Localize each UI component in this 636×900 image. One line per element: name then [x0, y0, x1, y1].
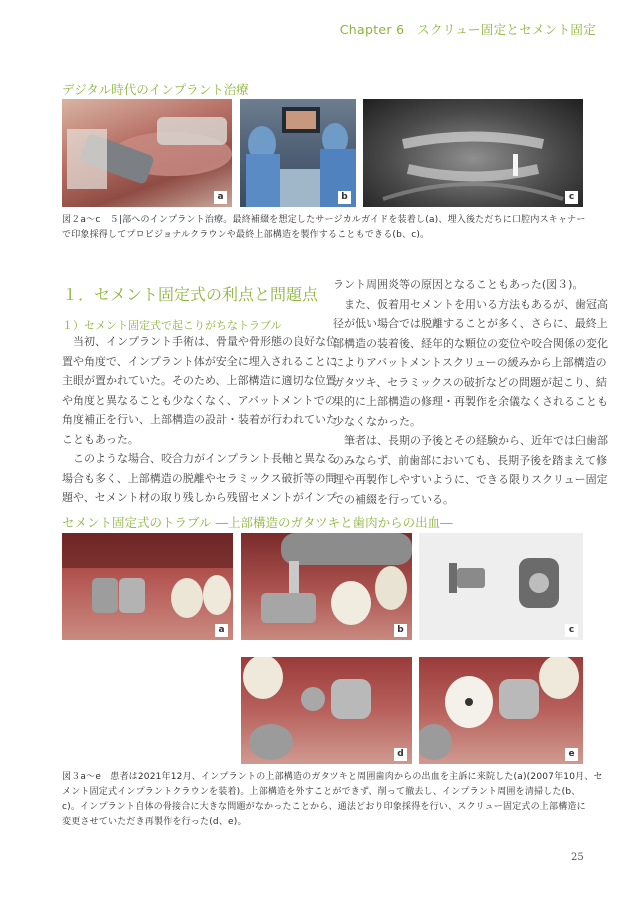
body-line: ラント周囲炎等の原因となることもあった(図３)。	[333, 278, 584, 291]
implant-abutment-icon	[241, 657, 412, 764]
article-subheading: １）セメント固定式で起こりがちなトラブル	[62, 319, 282, 332]
photo-label-c: c	[565, 624, 578, 637]
screw-retained-crown-icon	[419, 657, 583, 764]
body-line: での補綴を行っている。	[333, 492, 454, 506]
body-line: このような場合、咬合力がインプラント長軸と異なる	[73, 452, 337, 465]
photo-2b	[240, 99, 356, 207]
photo-3a	[62, 533, 233, 640]
body-line: 角度補正を行い、上部構造の設計・装着が行われていた	[62, 413, 337, 426]
crown-removal-icon	[241, 533, 412, 640]
caption-line: メント固定式インプラントクラウンを装着)。上部構造を外すことができず、削って撤去し、インプラント周囲を清掃した(b、	[62, 787, 581, 797]
page-number: 25	[571, 852, 584, 863]
photo-label-a: a	[214, 191, 227, 204]
body-line: 部構造の装着後、経年的な顆位の変位や咬合関係の変化	[333, 336, 608, 350]
chapter-header: Chapter 6 スクリュー固定とセメント固定	[339, 22, 596, 37]
body-line: 筆者は、長期の予後とその経験から、近年では臼歯部	[344, 434, 608, 447]
caption-line: で印象採得してプロビジョナルクラウンや最終上部構造を製作することもできる(b、c)。	[62, 230, 430, 240]
section1-title: デジタル時代のインプラント治療	[62, 82, 249, 97]
body-line: のみならず、前歯部においても、長期予後を踏まえて修	[333, 453, 608, 467]
photo-3c	[419, 533, 583, 640]
body-line: 置や角度で、インプラント体が安全に埋入されることに	[62, 354, 337, 368]
body-line: 径が低い場合では脱離することが多く、さらに、最終上	[333, 317, 608, 330]
body-line: 主眼が置かれていた。そのため、上部構造に適切な位置	[62, 374, 337, 387]
abutment-crown-icon	[419, 533, 583, 640]
loose-crown-icon	[62, 533, 233, 640]
photo-3e	[419, 657, 583, 764]
caption-line: c)。インプラント自体の骨接合に大きな問題がなかったことから、通法どおり印象採得を行い、スクリュー固定式の上部構造に	[62, 802, 586, 812]
photo-3d	[241, 657, 412, 764]
caption-line: 変更させていただき再製作を行った(d、e)。	[62, 817, 247, 827]
photo-2a	[62, 99, 232, 207]
body-line: こともあった。	[62, 432, 139, 446]
photo-label-c: c	[565, 191, 578, 204]
body-line: 当初、インプラント手術は、骨量や骨形態の良好な位	[73, 335, 337, 348]
body-line: ガタツキ、セラミックスの破折などの問題が起こり、結	[333, 375, 607, 389]
panoramic-xray-icon	[363, 99, 583, 207]
figure3-caption	[62, 770, 603, 830]
body-line: 理や再製作しやすいように、できる限りスクリュー固定	[333, 473, 608, 486]
photo-label-e: e	[565, 748, 578, 761]
photo-label-d: d	[394, 748, 407, 761]
article-heading: １．セメント固定式の利点と問題点	[62, 285, 319, 304]
left-column	[62, 332, 337, 508]
body-line: また、仮着用セメントを用いる方法もあるが、歯冠高	[344, 297, 608, 311]
body-line: 果的に上部構造の修理・再製作を余儀なくされることも	[333, 395, 608, 408]
surgical-guide-icon	[62, 99, 232, 207]
photo-2c	[363, 99, 583, 207]
caption-line: 図２a〜c ５|部へのインプラント治療。最終補綴を想定したサージカルガイドを装着し(a)、埋入後ただちに口腔内スキャナー	[62, 215, 586, 225]
photo-3b	[241, 533, 412, 640]
body-line: 題や、セメント材の取り残しから残留セメントがインプ	[62, 491, 337, 504]
photo-label-a: a	[215, 624, 228, 637]
right-column	[333, 275, 608, 509]
caption-line: 図３a〜e 患者は2021年12月、インプラントの上部構造のガタツキと周囲歯肉からの出血を主訴に来院した(a)(2007年10月、セ	[62, 772, 603, 782]
body-line: 少なくなかった。	[333, 414, 421, 428]
figure2-caption	[62, 213, 586, 243]
section2-title: セメント固定式のトラブル ―上部構造のガタツキと歯肉からの出血―	[62, 515, 453, 530]
body-line: 場合も多く、上部構造の脱離やセラミックス破折等の問	[62, 471, 337, 485]
body-line: や角度と異なることも少なくなく、アバットメントでの	[62, 393, 336, 407]
photo-label-b: b	[394, 624, 407, 637]
body-line: によりアバットメントスクリューの緩みから上部構造の	[333, 356, 607, 369]
photo-label-b: b	[338, 191, 351, 204]
